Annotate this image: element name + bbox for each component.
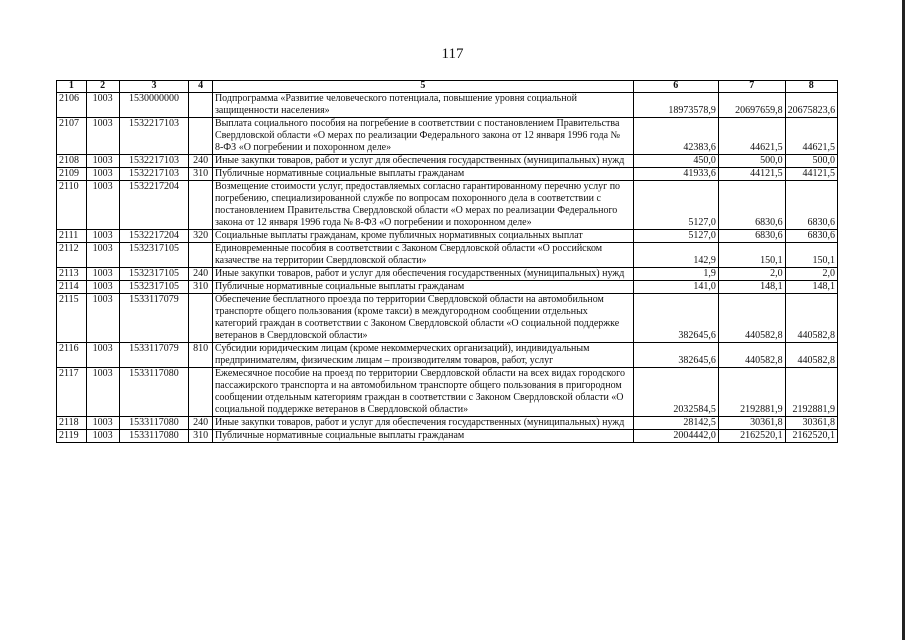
cell-item-name: Публичные нормативные социальные выплаты гражданам xyxy=(212,168,633,181)
header-col-4: 4 xyxy=(189,81,213,93)
cell-section-code: 1003 xyxy=(86,343,119,368)
cell-line-number: 2112 xyxy=(57,243,87,268)
cell-amount-col-6: 142,9 xyxy=(633,243,718,268)
cell-section-code: 1003 xyxy=(86,368,119,417)
cell-expense-type: 310 xyxy=(189,281,213,294)
cell-item-name: Обеспечение бесплатного проезда по территории Свердловской области на автомобильном транспорте общего пользования (кроме такси) в междугородном сообщении отдельных категорий граждан в соответствии с Законом Свердловской области «О социальной поддержке ветеранов в Свердловской области» xyxy=(212,294,633,343)
cell-amount-col-8: 440582,8 xyxy=(785,294,837,343)
table-row xyxy=(57,93,838,118)
cell-amount-col-6: 382645,6 xyxy=(633,294,718,343)
cell-item-name: Иные закупки товаров, работ и услуг для обеспечения государственных (муниципальных) нужд xyxy=(212,155,633,168)
cell-amount-col-8: 440582,8 xyxy=(785,343,837,368)
cell-amount-col-8: 20675823,6 xyxy=(785,93,837,118)
cell-expense-type: 310 xyxy=(189,168,213,181)
cell-expense-type xyxy=(189,243,213,268)
table-row xyxy=(57,343,838,368)
cell-section-code: 1003 xyxy=(86,181,119,230)
table-row xyxy=(57,243,838,268)
budget-table xyxy=(56,80,838,443)
cell-line-number: 2119 xyxy=(57,430,87,443)
cell-section-code: 1003 xyxy=(86,281,119,294)
header-col-6: 6 xyxy=(633,81,718,93)
cell-amount-col-8: 6830,6 xyxy=(785,181,837,230)
cell-amount-col-7: 44121,5 xyxy=(718,168,785,181)
cell-line-number: 2116 xyxy=(57,343,87,368)
cell-line-number: 2110 xyxy=(57,181,87,230)
cell-amount-col-7: 6830,6 xyxy=(718,181,785,230)
cell-section-code: 1003 xyxy=(86,268,119,281)
cell-amount-col-7: 440582,8 xyxy=(718,294,785,343)
cell-amount-col-6: 1,9 xyxy=(633,268,718,281)
cell-amount-col-8: 6830,6 xyxy=(785,230,837,243)
cell-section-code: 1003 xyxy=(86,118,119,155)
cell-section-code: 1003 xyxy=(86,243,119,268)
table-row xyxy=(57,368,838,417)
cell-item-name: Публичные нормативные социальные выплаты гражданам xyxy=(212,281,633,294)
cell-expense-type xyxy=(189,93,213,118)
cell-line-number: 2108 xyxy=(57,155,87,168)
table-row xyxy=(57,168,838,181)
cell-section-code: 1003 xyxy=(86,230,119,243)
cell-amount-col-7: 440582,8 xyxy=(718,343,785,368)
cell-item-name: Публичные нормативные социальные выплаты гражданам xyxy=(212,430,633,443)
table-row xyxy=(57,230,838,243)
cell-line-number: 2111 xyxy=(57,230,87,243)
cell-line-number: 2106 xyxy=(57,93,87,118)
cell-expense-type: 810 xyxy=(189,343,213,368)
cell-item-name: Ежемесячное пособие на проезд по территории Свердловской области на всех видах городского пассажирского транспорта и на автомобильном транспорте общего пользования в пригородном сообщении отдельным категориям граждан в соответствии с Законом Свердловской области «О социальной поддержке ветеранов в Свердловской области» xyxy=(212,368,633,417)
cell-amount-col-7: 20697659,8 xyxy=(718,93,785,118)
cell-amount-col-8: 2192881,9 xyxy=(785,368,837,417)
header-col-2: 2 xyxy=(86,81,119,93)
cell-target-code: 1533117079 xyxy=(119,343,189,368)
cell-line-number: 2115 xyxy=(57,294,87,343)
cell-amount-col-8: 500,0 xyxy=(785,155,837,168)
header-row xyxy=(57,81,838,93)
cell-amount-col-6: 2032584,5 xyxy=(633,368,718,417)
table-row xyxy=(57,417,838,430)
header-col-1: 1 xyxy=(57,81,87,93)
cell-amount-col-6: 28142,5 xyxy=(633,417,718,430)
cell-item-name: Субсидии юридическим лицам (кроме некоммерческих организаций), индивидуальным предпринимателям, физическим лицам – производителям товаров, работ, услуг xyxy=(212,343,633,368)
cell-target-code: 1532217103 xyxy=(119,168,189,181)
cell-expense-type: 240 xyxy=(189,268,213,281)
cell-expense-type xyxy=(189,118,213,155)
cell-amount-col-7: 500,0 xyxy=(718,155,785,168)
cell-amount-col-6: 18973578,9 xyxy=(633,93,718,118)
cell-amount-col-6: 141,0 xyxy=(633,281,718,294)
cell-amount-col-6: 42383,6 xyxy=(633,118,718,155)
cell-amount-col-7: 148,1 xyxy=(718,281,785,294)
table-row xyxy=(57,430,838,443)
cell-item-name: Выплата социального пособия на погребение в соответствии с постановлением Правительства Свердловской области «О мерах по реализации Федерального закона от 12 января 1996 года № 8-ФЗ «О погребении и похоронном деле» xyxy=(212,118,633,155)
cell-line-number: 2118 xyxy=(57,417,87,430)
cell-target-code: 1532217204 xyxy=(119,181,189,230)
cell-line-number: 2114 xyxy=(57,281,87,294)
cell-expense-type: 310 xyxy=(189,430,213,443)
cell-amount-col-7: 6830,6 xyxy=(718,230,785,243)
header-col-3: 3 xyxy=(119,81,189,93)
cell-target-code: 1532217103 xyxy=(119,118,189,155)
cell-amount-col-6: 5127,0 xyxy=(633,230,718,243)
cell-target-code: 1532217204 xyxy=(119,230,189,243)
table-row xyxy=(57,181,838,230)
header-col-7: 7 xyxy=(718,81,785,93)
table-row xyxy=(57,118,838,155)
cell-target-code: 1533117080 xyxy=(119,368,189,417)
cell-item-name: Иные закупки товаров, работ и услуг для обеспечения государственных (муниципальных) нужд xyxy=(212,268,633,281)
cell-item-name: Возмещение стоимости услуг, предоставляемых согласно гарантированному перечню услуг по погребению, специализированной службе по вопросам похоронного дела в соответствии с постановлением Правительства Свердловской области «О мерах по реализации Федерального закона от 12 января 1996 года № 8-ФЗ «О погребении и похоронном деле» xyxy=(212,181,633,230)
cell-line-number: 2117 xyxy=(57,368,87,417)
page-number: 117 xyxy=(441,46,464,62)
cell-target-code: 1532317105 xyxy=(119,243,189,268)
cell-target-code: 1533117080 xyxy=(119,417,189,430)
header-col-8: 8 xyxy=(785,81,837,93)
cell-amount-col-8: 150,1 xyxy=(785,243,837,268)
cell-item-name: Единовременные пособия в соответствии с Законом Свердловской области «О российском казачестве на территории Свердловской области» xyxy=(212,243,633,268)
cell-amount-col-6: 41933,6 xyxy=(633,168,718,181)
cell-amount-col-7: 150,1 xyxy=(718,243,785,268)
table-header xyxy=(57,81,838,93)
cell-amount-col-8: 148,1 xyxy=(785,281,837,294)
cell-section-code: 1003 xyxy=(86,417,119,430)
cell-amount-col-7: 44621,5 xyxy=(718,118,785,155)
cell-amount-col-8: 44121,5 xyxy=(785,168,837,181)
cell-section-code: 1003 xyxy=(86,93,119,118)
cell-item-name: Иные закупки товаров, работ и услуг для обеспечения государственных (муниципальных) нужд xyxy=(212,417,633,430)
cell-expense-type: 320 xyxy=(189,230,213,243)
cell-expense-type: 240 xyxy=(189,155,213,168)
cell-section-code: 1003 xyxy=(86,294,119,343)
cell-amount-col-6: 5127,0 xyxy=(633,181,718,230)
cell-expense-type xyxy=(189,294,213,343)
cell-amount-col-6: 2004442,0 xyxy=(633,430,718,443)
table-row xyxy=(57,281,838,294)
cell-amount-col-8: 2162520,1 xyxy=(785,430,837,443)
cell-expense-type xyxy=(189,368,213,417)
table-body xyxy=(57,93,838,443)
cell-item-name: Социальные выплаты гражданам, кроме публичных нормативных социальных выплат xyxy=(212,230,633,243)
table-row xyxy=(57,294,838,343)
cell-line-number: 2109 xyxy=(57,168,87,181)
cell-target-code: 1532217103 xyxy=(119,155,189,168)
cell-item-name: Подпрограмма «Развитие человеческого потенциала, повышение уровня социальной защищенности населения» xyxy=(212,93,633,118)
cell-target-code: 1533117080 xyxy=(119,430,189,443)
header-col-5: 5 xyxy=(212,81,633,93)
cell-expense-type xyxy=(189,181,213,230)
cell-section-code: 1003 xyxy=(86,430,119,443)
cell-amount-col-7: 30361,8 xyxy=(718,417,785,430)
cell-target-code: 1533117079 xyxy=(119,294,189,343)
cell-target-code: 1532317105 xyxy=(119,268,189,281)
cell-amount-col-8: 30361,8 xyxy=(785,417,837,430)
cell-amount-col-7: 2,0 xyxy=(718,268,785,281)
cell-amount-col-6: 450,0 xyxy=(633,155,718,168)
cell-line-number: 2113 xyxy=(57,268,87,281)
cell-section-code: 1003 xyxy=(86,155,119,168)
cell-amount-col-7: 2192881,9 xyxy=(718,368,785,417)
table-row xyxy=(57,268,838,281)
cell-amount-col-8: 2,0 xyxy=(785,268,837,281)
cell-amount-col-7: 2162520,1 xyxy=(718,430,785,443)
cell-target-code: 1532317105 xyxy=(119,281,189,294)
cell-expense-type: 240 xyxy=(189,417,213,430)
cell-amount-col-6: 382645,6 xyxy=(633,343,718,368)
cell-target-code: 1530000000 xyxy=(119,93,189,118)
cell-amount-col-8: 44621,5 xyxy=(785,118,837,155)
cell-section-code: 1003 xyxy=(86,168,119,181)
table-row xyxy=(57,155,838,168)
cell-line-number: 2107 xyxy=(57,118,87,155)
